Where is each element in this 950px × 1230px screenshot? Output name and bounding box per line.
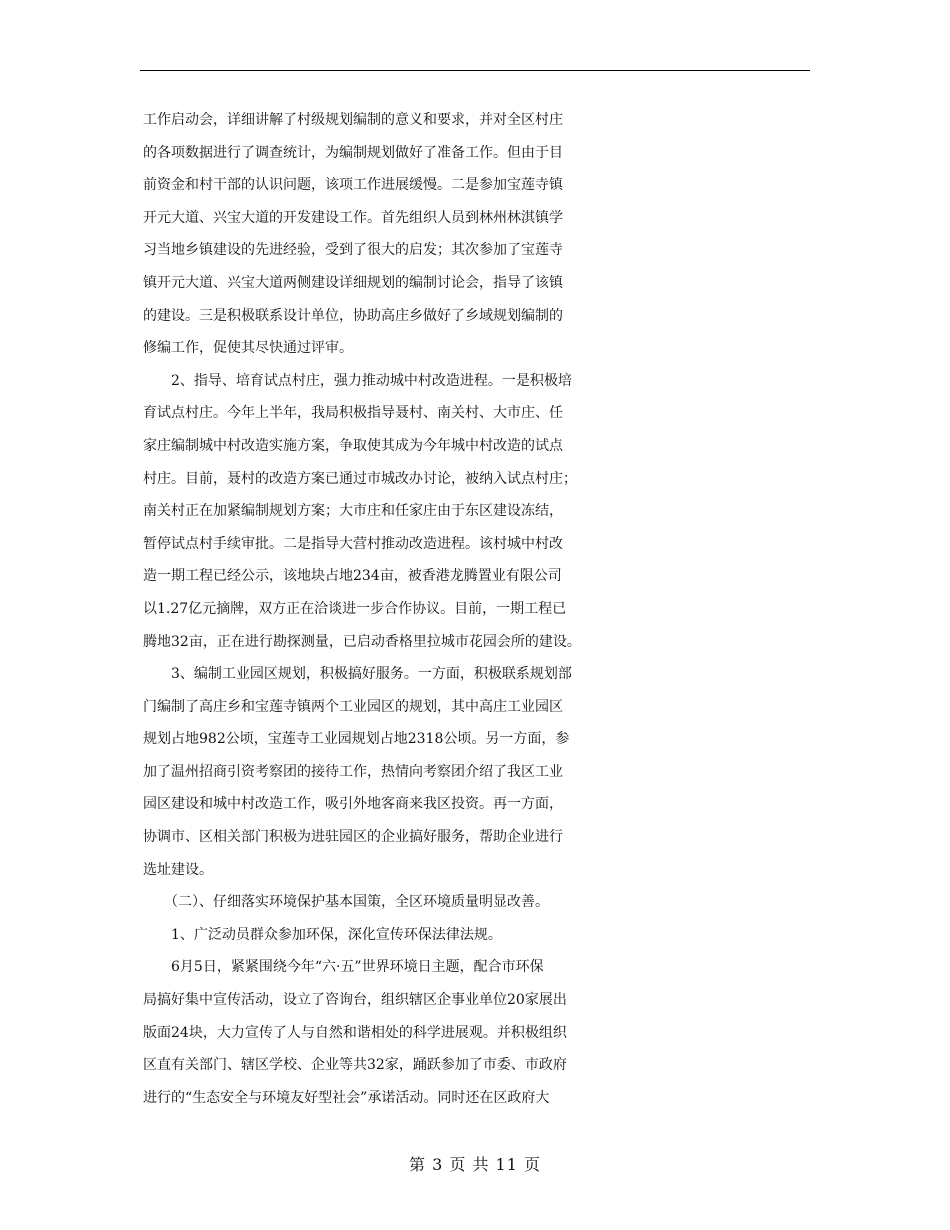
text-line: 习当地乡镇建设的先进经验，受到了很大的启发；其次参加了宝莲寺	[143, 242, 563, 259]
header-rule	[140, 70, 810, 71]
text-line: 园区建设和城中村改造工作，吸引外地客商来我区投资。再一方面，	[143, 796, 563, 813]
text-line: 工作启动会，详细讲解了村级规划编制的意义和要求，并对全区村庄	[143, 112, 563, 128]
text-line: 版面24块，大力宣传了人与自然和谐相处的科学进展观。并积极组织	[143, 1024, 567, 1041]
text-line: 规划占地982公顷，宝莲寺工业园规划占地2318公顷。另一方面，参	[143, 731, 570, 748]
text-line: 村庄。目前，聂村的改造方案已通过市城改办讨论，被纳入试点村庄；	[143, 470, 577, 487]
text-line: 前资金和村干部的认识问题，该项工作进展缓慢。二是参加宝莲寺镇	[143, 177, 563, 194]
text-line: 门编制了高庄乡和宝莲寺镇两个工业园区的规划，其中高庄工业园区	[143, 698, 563, 715]
page-number-footer: 第 3 页 共 11 页	[409, 1155, 541, 1174]
text-line: 进行的“生态安全与环境友好型社会”承诺活动。同时还在区政府大	[143, 1089, 550, 1106]
text-line: 育试点村庄。今年上半年，我局积极指导聂村、南关村、大市庄、任	[143, 405, 563, 422]
text-line: 局搞好集中宣传活动，设立了咨询台，组织辖区企事业单位20家展出	[143, 992, 567, 1009]
text-line: 区直有关部门、辖区学校、企业等共32家，踊跃参加了市委、市政府	[143, 1057, 567, 1074]
text-line: 协调市、区相关部门积极为进驻园区的企业搞好服务，帮助企业进行	[143, 829, 563, 846]
document-body	[143, 104, 823, 1114]
text-line: 开元大道、兴宝大道的开发建设工作。首先组织人员到林州林淇镇学	[143, 209, 563, 226]
text-line: 腾地32亩，正在进行勘探测量，已启动香格里拉城市花园会所的建设。	[143, 633, 581, 650]
text-line: 的各项数据进行了调查统计，为编制规划做好了准备工作。但由于目	[143, 144, 563, 161]
text-line: 造一期工程已经公示，该地块占地234亩，被香港龙腾置业有限公司	[143, 568, 562, 585]
text-line: 修编工作，促使其尽快通过评审。	[143, 340, 353, 357]
text-line: 暂停试点村手续审批。二是指导大营村推动改造进程。该村城中村改	[143, 535, 563, 552]
text-line: 1、广泛动员群众参加环保，深化宣传环保法律法规。	[143, 926, 502, 943]
text-line: 加了温州招商引资考察团的接待工作，热情向考察团介绍了我区工业	[143, 763, 563, 780]
text-line: 的建设。三是积极联系设计单位，协助高庄乡做好了乡域规划编制的	[143, 307, 563, 324]
text-line: 3、编制工业园区规划，积极搞好服务。一方面，积极联系规划部	[143, 666, 572, 683]
text-line: 2、指导、培育试点村庄，强力推动城中村改造进程。一是积极培	[143, 372, 572, 389]
text-line: 镇开元大道、兴宝大道两侧建设详细规划的编制讨论会，指导了该镇	[143, 274, 563, 291]
text-line: 选址建设。	[143, 861, 213, 878]
text-line: 以1.27亿元摘牌，双方正在洽谈进一步合作协议。目前，一期工程已	[143, 600, 567, 617]
text-line: （二）、仔细落实环境保护基本国策，全区环境质量明显改善。	[143, 894, 549, 911]
text-line: 家庄编制城中村改造实施方案，争取使其成为今年城中村改造的试点	[143, 437, 563, 454]
text-line: 南关村正在加紧编制规划方案；大市庄和任家庄由于东区建设冻结，	[143, 503, 563, 520]
text-line: 6月5日，紧紧围绕今年“六·五”世界环境日主题，配合市环保	[143, 959, 544, 976]
